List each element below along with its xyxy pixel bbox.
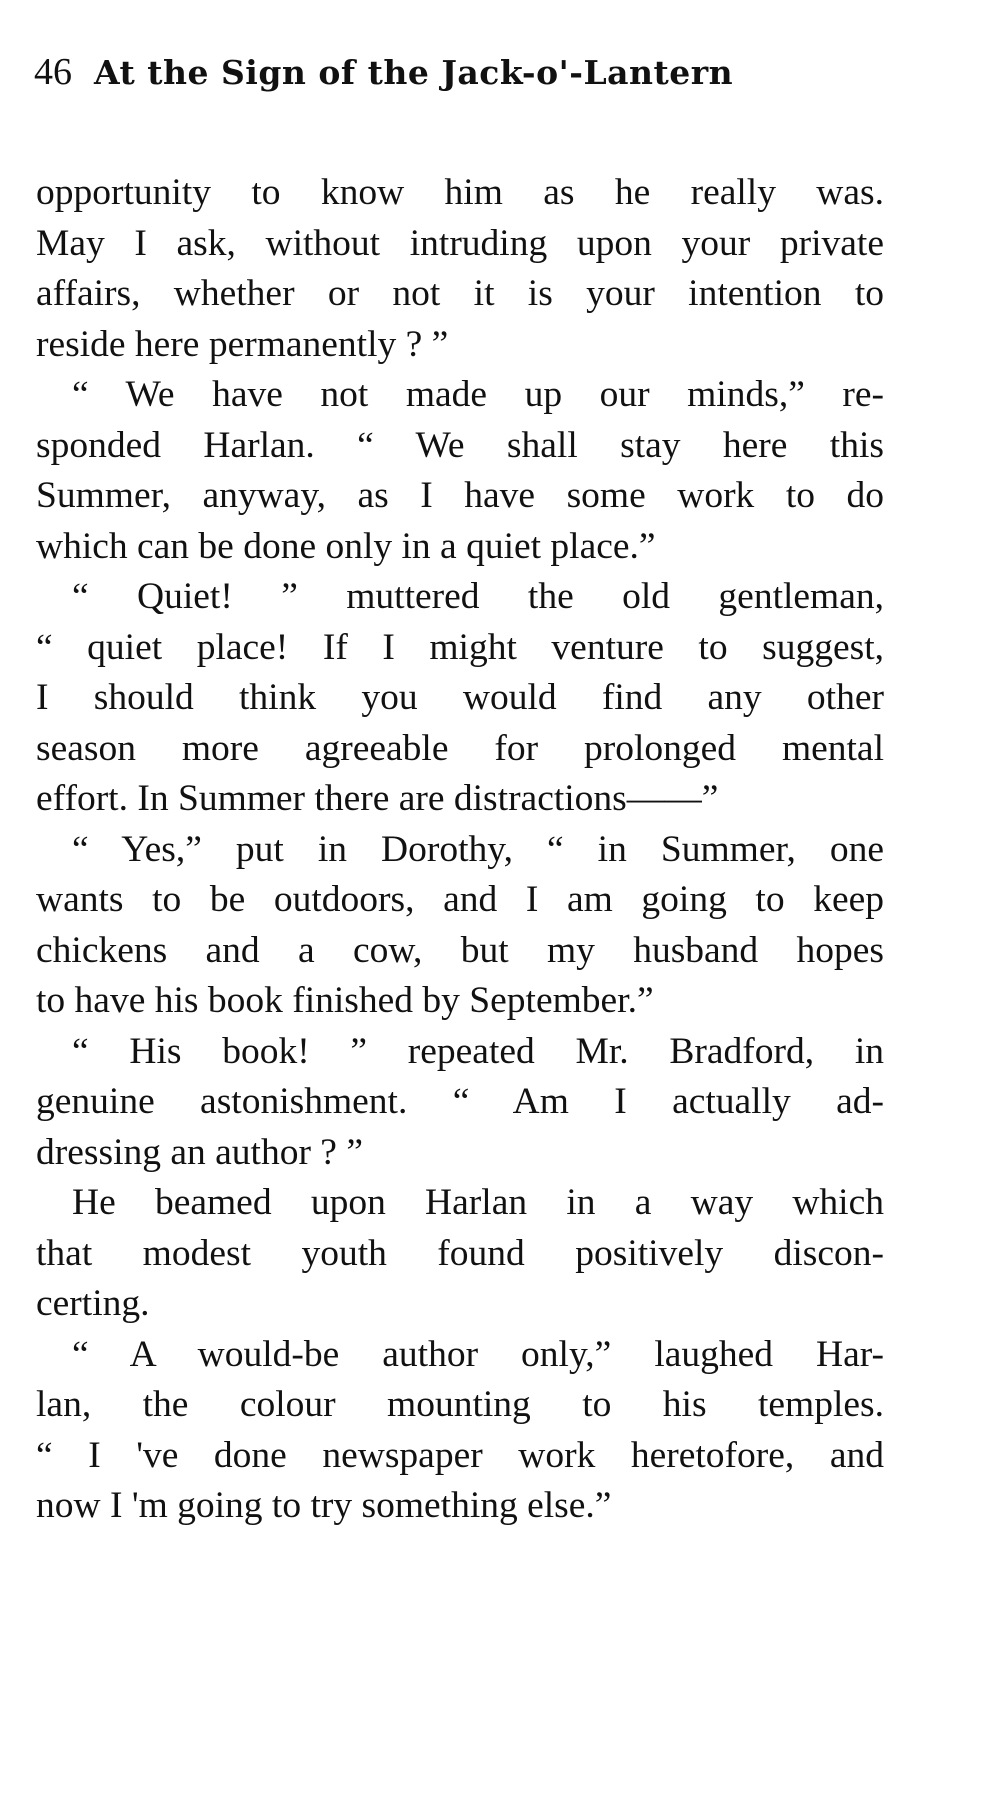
text-line: May I ask, without intruding upon your private	[36, 222, 884, 264]
text-line: lan, the colour mounting to his temples.	[36, 1384, 884, 1425]
text-line: reside here permanently ? ”	[36, 323, 449, 365]
text-line: affairs, whether or not it is your intention to	[36, 273, 884, 314]
text-line: “ Yes,” put in Dorothy, “ in Summer, one	[72, 828, 884, 870]
text-line: that modest youth found positively discon-	[36, 1232, 884, 1274]
page-number: 46	[34, 51, 72, 93]
text-line: to have his book finished by September.”	[36, 980, 654, 1021]
text-line: “ quiet place! If I might venture to suggest,	[36, 626, 884, 668]
text-line: sponded Harlan. “ We shall stay here this	[36, 424, 884, 466]
text-line: wants to be outdoors, and I am going to keep	[36, 879, 884, 920]
text-line: certing.	[36, 1283, 150, 1324]
text-line: genuine astonishment. “ Am I actually ad-	[36, 1081, 884, 1122]
text-line: Summer, anyway, as I have some work to do	[36, 475, 884, 516]
text-line: “ Quiet! ” muttered the old gentleman,	[72, 576, 884, 617]
text-line: I should think you would find any other	[36, 677, 884, 718]
text-line: effort. In Summer there are distractions——”	[36, 778, 719, 819]
text-line: which can be done only in a quiet place.”	[36, 525, 656, 567]
text-line: opportunity to know him as he really was.	[36, 172, 884, 213]
text-line: “ A would-be author only,” laughed Har-	[72, 1333, 884, 1375]
text-line: season more agreeable for prolonged mental	[36, 727, 884, 769]
running-title: At the Sign of the Jack-o'-Lantern	[94, 53, 734, 92]
text-line: “ I 've done newspaper work heretofore, and	[36, 1434, 884, 1476]
running-head	[34, 50, 894, 110]
text-line: “ We have not made up our minds,” re-	[72, 374, 884, 415]
text-line: dressing an author ? ”	[36, 1131, 363, 1173]
body-text	[36, 168, 884, 1532]
text-line: now I 'm going to try something else.”	[36, 1485, 612, 1526]
text-line: “ His book! ” repeated Mr. Bradford, in	[72, 1030, 884, 1072]
text-line: He beamed upon Harlan in a way which	[72, 1182, 884, 1223]
text-line: chickens and a cow, but my husband hopes	[36, 929, 884, 971]
